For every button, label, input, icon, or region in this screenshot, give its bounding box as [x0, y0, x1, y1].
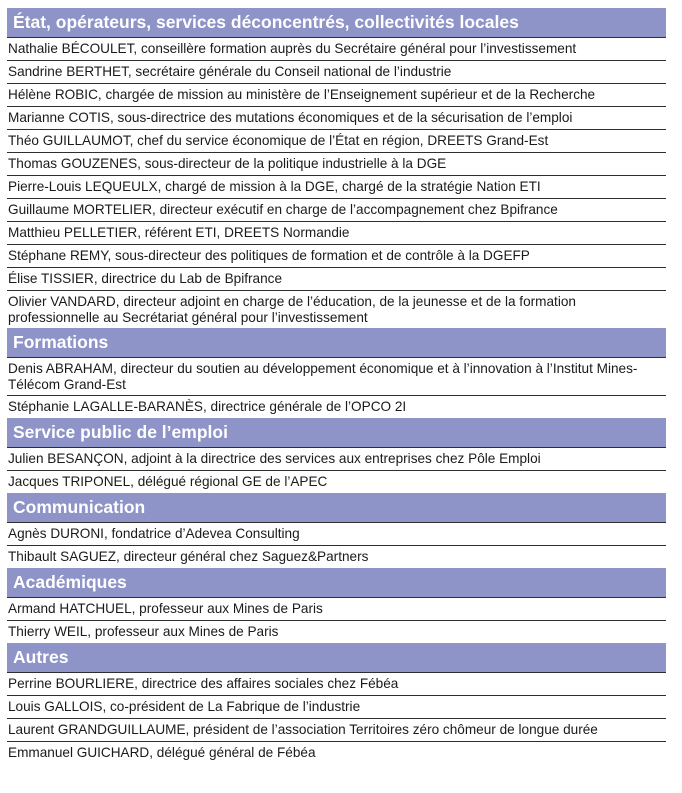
- list-item: Thomas GOUZENES, sous-directeur de la politique industrielle à la DGE: [7, 153, 666, 176]
- section: [7, 418, 666, 493]
- list-item: Jacques TRIPONEL, délégué régional GE de l’APEC: [8, 474, 328, 489]
- list-item: Pierre-Louis LEQUEULX, chargé de mission à la DGE, chargé de la stratégie Nation ETI: [7, 176, 666, 199]
- list-item: Agnès DURONI, fondatrice d’Adevea Consulting: [7, 523, 666, 546]
- list-item: Olivier VANDARD, directeur adjoint en charge de l’éducation, de la jeunesse et de la formation professionnelle au Secrétariat général pour l’investissement: [8, 294, 576, 325]
- list-item: Laurent GRANDGUILLAUME, président de l’association Territoires zéro chômeur de longue durée: [7, 719, 666, 742]
- section: [7, 328, 666, 418]
- list-item: Denis ABRAHAM, directeur du soutien au développement économique et à l’innovation à l’Institut Mines-Télécom Grand-Est: [7, 358, 666, 396]
- list-item: Guillaume MORTELIER, directeur exécutif en charge de l’accompagnement chez Bpifrance: [7, 199, 666, 222]
- list-item: Emmanuel GUICHARD, délégué général de Fébéa: [8, 745, 316, 760]
- section-header: Formations: [7, 328, 666, 358]
- list-item: Perrine BOURLIERE, directrice des affaires sociales chez Fébéa: [7, 673, 666, 696]
- participants-list: [7, 8, 666, 764]
- section-header: Académiques: [7, 568, 666, 598]
- list-item: Théo GUILLAUMOT, chef du service économique de l’État en région, DREETS Grand-Est: [7, 130, 666, 153]
- list-item: Nathalie BÉCOULET, conseillère formation auprès du Secrétaire général pour l’investissement: [7, 38, 666, 61]
- list-item: Marianne COTIS, sous-directrice des mutations économiques et de la sécurisation de l’emploi: [7, 107, 666, 130]
- section: [7, 568, 666, 643]
- section: [7, 643, 666, 764]
- list-item: Julien BESANÇON, adjoint à la directrice des services aux entreprises chez Pôle Emploi: [7, 448, 666, 471]
- list-item: Stéphane REMY, sous-directeur des politiques de formation et de contrôle à la DGEFP: [7, 245, 666, 268]
- list-item: Sandrine BERTHET, secrétaire générale du Conseil national de l’industrie: [7, 61, 666, 84]
- section: [7, 493, 666, 568]
- section-header: État, opérateurs, services déconcentrés, collectivités locales: [7, 8, 666, 38]
- list-item: Thierry WEIL, professeur aux Mines de Paris: [8, 624, 279, 639]
- section: [7, 8, 666, 328]
- section-header: Communication: [7, 493, 666, 523]
- list-item: Stéphanie LAGALLE-BARANÈS, directrice générale de l’OPCO 2I: [8, 399, 407, 414]
- list-item: Louis GALLOIS, co-président de La Fabrique de l’industrie: [7, 696, 666, 719]
- list-item: Matthieu PELLETIER, référent ETI, DREETS Normandie: [7, 222, 666, 245]
- list-item: Armand HATCHUEL, professeur aux Mines de Paris: [7, 598, 666, 621]
- list-item: Thibault SAGUEZ, directeur général chez Saguez&Partners: [8, 549, 369, 564]
- list-item: Hélène ROBIC, chargée de mission au ministère de l’Enseignement supérieur et de la Recherche: [7, 84, 666, 107]
- list-item: Élise TISSIER, directrice du Lab de Bpifrance: [7, 268, 666, 291]
- section-header: Service public de l’emploi: [7, 418, 666, 448]
- section-header: Autres: [7, 643, 666, 673]
